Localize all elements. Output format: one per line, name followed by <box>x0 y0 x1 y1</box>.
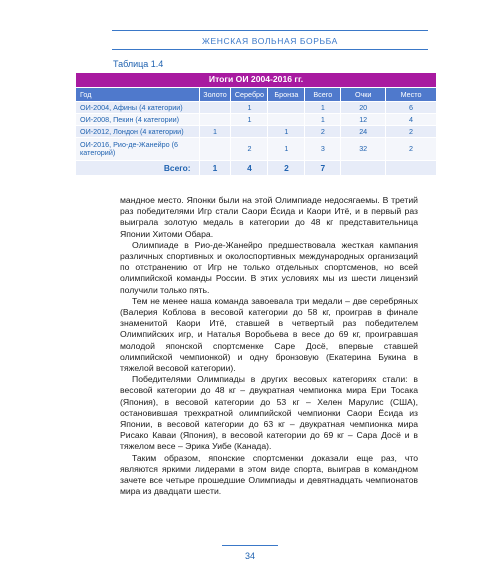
table-row <box>76 138 437 161</box>
cell-place: 2 <box>386 126 437 138</box>
column-header-gold: Золото <box>199 88 231 102</box>
running-header: ЖЕНСКАЯ ВОЛЬНАЯ БОРЬБА <box>202 36 338 46</box>
table-row <box>76 114 437 126</box>
page-number: 34 <box>244 551 255 561</box>
column-header-place: Место <box>386 88 437 102</box>
total-silver: 4 <box>231 161 268 176</box>
cell-points: 20 <box>341 102 386 114</box>
cell-gold <box>199 102 231 114</box>
column-header-total: Всего <box>305 88 341 102</box>
table-header-row <box>76 88 437 102</box>
cell-points: 32 <box>341 138 386 161</box>
table-title-row <box>76 73 437 88</box>
cell-year: ОИ-2016, Рио-де-Жанейро (6 категорий) <box>76 138 200 161</box>
cell-year: ОИ-2004, Афины (4 категории) <box>76 102 200 114</box>
footer-rule <box>222 545 278 546</box>
cell-total: 2 <box>305 126 341 138</box>
cell-total: 1 <box>305 114 341 126</box>
cell-gold <box>199 138 231 161</box>
total-all: 7 <box>305 161 341 176</box>
paragraph: мандное место. Японки были на этой Олимпиаде недосягаемы. В третий раз победителями Игр стали Саори Ёсида и Каори Итё, и в первый раз выиграла золотую медаль в категории до 48 кг представительница Японии Хитоми Обара. <box>120 195 418 239</box>
body-text <box>120 195 418 497</box>
cell-place: 4 <box>386 114 437 126</box>
column-header-bronze: Бронза <box>268 88 305 102</box>
cell-silver: 1 <box>231 102 268 114</box>
paragraph: Олимпиаде в Рио-де-Жанейро предшествовала жесткая кампания различных спортивных и околоспортивных международных организаций по отстранению от Игр не только отдельных спортсменов, но всей олимпийской команды России. В этих условиях мы из шести лицензий получили только пять. <box>120 239 418 295</box>
cell-points: 12 <box>341 114 386 126</box>
total-gold: 1 <box>199 161 231 176</box>
table-caption: Таблица 1.4 <box>113 59 164 69</box>
cell-bronze <box>268 102 305 114</box>
cell-bronze: 1 <box>268 126 305 138</box>
column-header-points: Очки <box>341 88 386 102</box>
cell-silver <box>231 126 268 138</box>
table-row <box>76 126 437 138</box>
cell-bronze: 1 <box>268 138 305 161</box>
cell-year: ОИ-2008, Пекин (4 категории) <box>76 114 200 126</box>
paragraph: Победителями Олимпиады в других весовых категориях стали: в весовой категории до 48 кг – двукратная чемпионка мира Ери Тосака (Япония), в весовой категории до 53 кг – Хелен Марулис (США), остановившая трехкратной олимпийской чемпионки Саори Ёсида из Японии, в весовой категории до 63 кг – двукратная чемпионка мира Рисако Каваи (Япония), в весовой категории до 69 кг – Сара Досё и в тяжелом весе – Эрика Уибе (Канада). <box>120 374 418 452</box>
column-header-silver: Серебро <box>231 88 268 102</box>
total-points-empty <box>341 161 386 176</box>
header-top-rule <box>112 30 428 31</box>
cell-bronze <box>268 114 305 126</box>
total-label: Всего: <box>76 161 200 176</box>
cell-gold <box>199 114 231 126</box>
cell-gold: 1 <box>199 126 231 138</box>
paragraph: Тем не менее наша команда завоевала три медали – две серебряных (Валерия Коблова в весовой категории до 58 кг, проиграв в финале знаменитой Каори Итё, ставшей в четвертый раз победителем Олимпийских игр, и Наталья Воробьева в весе до 69 кг, проигравшая молодой японской спортсменке Саре Досё, впервые ставшей олимпийской чемпионкой) и одну бронзовую (Екатерина Букина в тяжелой весовой категории). <box>120 295 418 374</box>
cell-points: 24 <box>341 126 386 138</box>
total-bronze: 2 <box>268 161 305 176</box>
table-total-row <box>76 161 437 176</box>
column-header-year: Год <box>76 88 200 102</box>
cell-silver: 1 <box>231 114 268 126</box>
total-place-empty <box>386 161 437 176</box>
cell-place: 6 <box>386 102 437 114</box>
cell-total: 1 <box>305 102 341 114</box>
cell-year: ОИ-2012, Лондон (4 категории) <box>76 126 200 138</box>
table-title: Итоги ОИ 2004-2016 гг. <box>76 73 437 88</box>
table-row <box>76 102 437 114</box>
results-table <box>75 72 437 176</box>
cell-total: 3 <box>305 138 341 161</box>
header-bottom-rule <box>112 49 428 50</box>
cell-silver: 2 <box>231 138 268 161</box>
cell-place: 2 <box>386 138 437 161</box>
paragraph: Таким образом, японские спортсменки доказали еще раз, что являются яркими лидерами в этом виде спорта, выиграв в командном зачете все четыре прошедшие Олимпиады и девятнадцать чемпионатов мира из двадцати шести. <box>120 452 418 497</box>
